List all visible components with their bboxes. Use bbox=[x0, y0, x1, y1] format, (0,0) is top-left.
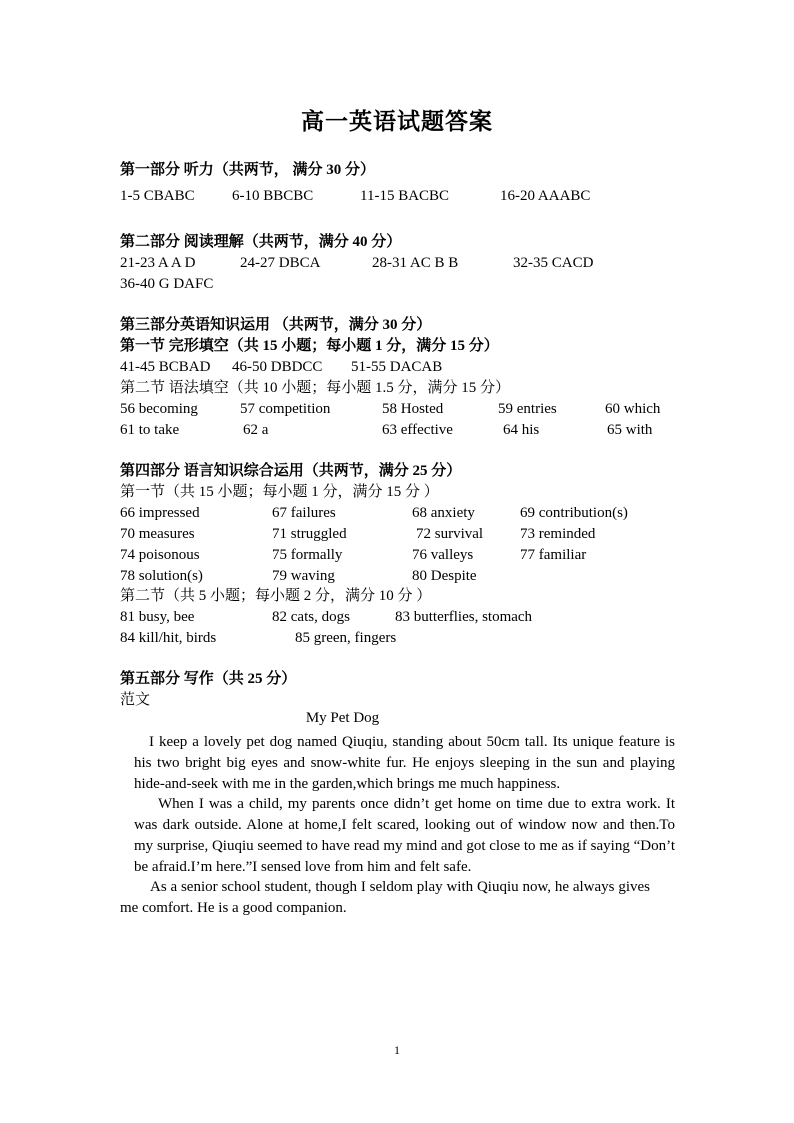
answer-item: 81 busy, bee bbox=[120, 609, 195, 625]
answer-item: 74 poisonous bbox=[120, 547, 200, 563]
answer-item: 65 with bbox=[607, 422, 653, 438]
answer-item: 70 measures bbox=[120, 526, 195, 542]
answer-item: 73 reminded bbox=[520, 526, 596, 542]
answer-item: 56 becoming bbox=[120, 401, 198, 417]
part3-section1-heading: 第一节 完形填空（共 15 小题；每小题 1 分，满分 15 分） bbox=[120, 338, 499, 354]
answer-item: 57 competition bbox=[240, 401, 331, 417]
answer-item: 77 familiar bbox=[520, 547, 587, 563]
answer-item: 72 survival bbox=[416, 526, 484, 542]
answer-group: 1-5 CBABC bbox=[120, 188, 195, 204]
answer-item: 64 his bbox=[503, 422, 540, 438]
answer-item: 69 contribution(s) bbox=[520, 505, 628, 521]
answer-group: 36-40 G DAFC bbox=[120, 276, 214, 292]
answer-group: 11-15 BACBC bbox=[360, 188, 450, 204]
answer-item: 80 Despite bbox=[412, 568, 477, 584]
essay-paragraph: When I was a child, my parents once didn’t get home on time due to extra work. It was dark outside. Alone at home,I felt scared, looking out of window now and then.To my surprise, Qiuqiu seemed to have read my mind and got close to me as if saying “Don’t be afraid.I’m here.”I sensed love from him and felt safe. bbox=[134, 796, 675, 875]
answer-item: 68 anxiety bbox=[412, 505, 475, 521]
part5-heading: 第五部分 写作（共 25 分） bbox=[120, 671, 297, 687]
part3-section2-heading: 第二节 语法填空（共 10 小题；每小题 1.5 分，满分 15 分） bbox=[120, 380, 511, 396]
answer-item: 71 struggled bbox=[272, 526, 347, 542]
answer-group: 28-31 AC B B bbox=[372, 255, 459, 271]
part4-section2-heading: 第二节（共 5 小题；每小题 2 分，满分 10 分 ） bbox=[120, 588, 432, 604]
answer-item: 62 a bbox=[243, 422, 269, 438]
answer-item: 85 green, fingers bbox=[295, 630, 397, 646]
answer-group: 16-20 AAABC bbox=[500, 188, 591, 204]
answer-item: 61 to take bbox=[120, 422, 180, 438]
answer-item: 58 Hosted bbox=[382, 401, 444, 417]
sample-essay-label: 范文 bbox=[120, 692, 151, 708]
essay-paragraph: As a senior school student, though I seldom play with Qiuqiu now, he always gives me comfort. He is a good companion. bbox=[120, 879, 650, 916]
essay-title: My Pet Dog bbox=[305, 710, 380, 726]
answer-item: 67 failures bbox=[272, 505, 336, 521]
answer-group: 51-55 DACAB bbox=[351, 359, 443, 375]
answer-item: 84 kill/hit, birds bbox=[120, 630, 217, 646]
part3-heading: 第三部分英语知识运用 （共两节，满分 30 分） bbox=[120, 317, 432, 333]
answer-group: 24-27 DBCA bbox=[240, 255, 321, 271]
answer-item: 78 solution(s) bbox=[120, 568, 203, 584]
answer-group: 46-50 DBDCC bbox=[232, 359, 323, 375]
answer-group: 21-23 A A D bbox=[120, 255, 196, 271]
answer-item: 63 effective bbox=[382, 422, 453, 438]
page-title: 高一英语试题答案 bbox=[301, 109, 493, 134]
answer-group: 6-10 BBCBC bbox=[232, 188, 314, 204]
essay-paragraph: I keep a lovely pet dog named Qiuqiu, standing about 50cm tall. Its unique feature is his two bright big eyes and snow-white fur. He enjoys sleeping in the sun and playing hide-and-seek with me in the garden,which brings me much happiness. bbox=[134, 734, 675, 792]
answer-item: 83 butterflies, stomach bbox=[395, 609, 533, 625]
answer-item: 76 valleys bbox=[412, 547, 474, 563]
answer-item: 82 cats, dogs bbox=[272, 609, 350, 625]
answer-group: 41-45 BCBAD bbox=[120, 359, 211, 375]
answer-group: 32-35 CACD bbox=[513, 255, 594, 271]
part4-heading: 第四部分 语言知识综合运用（共两节，满分 25 分） bbox=[120, 463, 462, 479]
part1-heading: 第一部分 听力（共两节， 满分 30 分） bbox=[120, 162, 376, 178]
answer-item: 59 entries bbox=[498, 401, 557, 417]
answer-item: 79 waving bbox=[272, 568, 335, 584]
answer-item: 60 which bbox=[605, 401, 661, 417]
part2-heading: 第二部分 阅读理解（共两节，满分 40 分） bbox=[120, 234, 402, 250]
answer-item: 66 impressed bbox=[120, 505, 200, 521]
part4-section1-heading: 第一节（共 15 小题；每小题 1 分，满分 15 分 ） bbox=[120, 484, 439, 500]
page-number: 1 bbox=[394, 1043, 400, 1057]
answer-item: 75 formally bbox=[272, 547, 343, 563]
